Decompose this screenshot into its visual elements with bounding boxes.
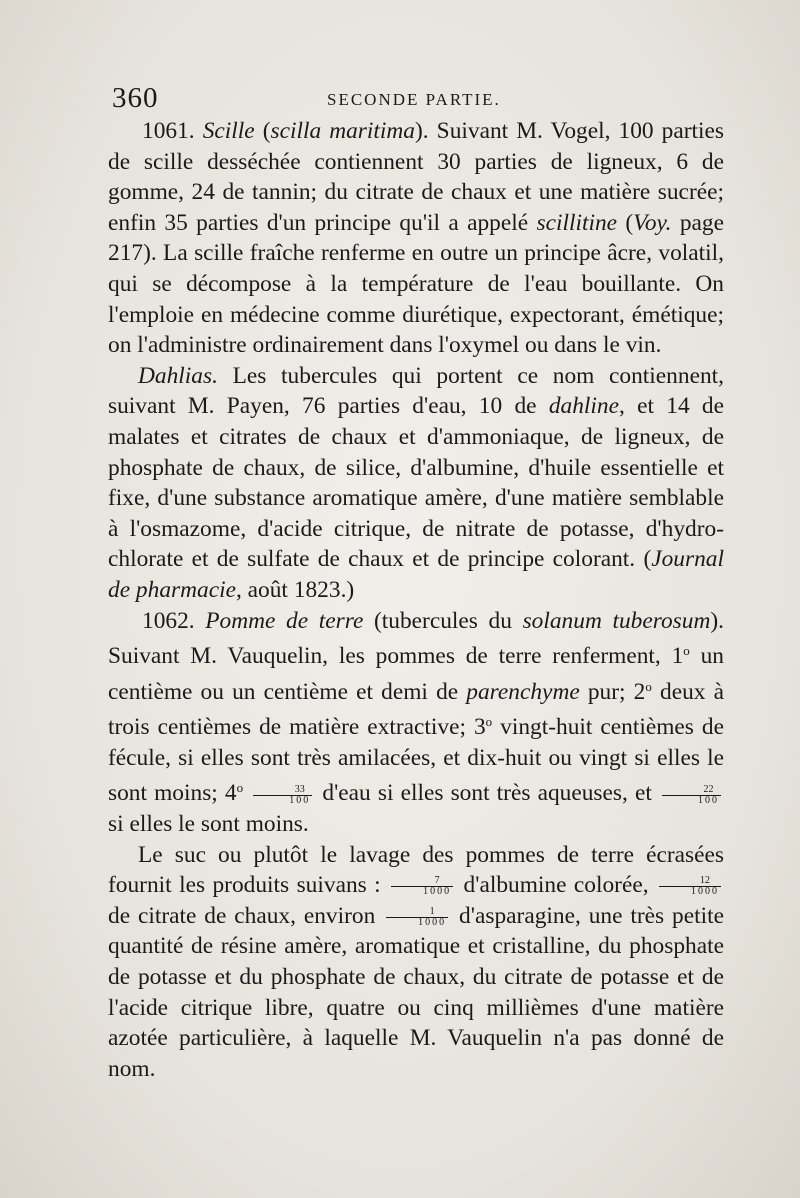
text-run: ( (617, 209, 634, 236)
term: scillitine (536, 209, 618, 236)
text-run: vingt-huit centièmes de fécule, si elles sont très amilacées, et dix-huit ou vingt si elles le sont moins; 4 (108, 714, 724, 807)
section-number: 1061. (142, 118, 203, 144)
text-run: si elles le sont moins. (108, 811, 309, 838)
fraction (662, 785, 721, 806)
ordinal-mark: o (683, 643, 690, 659)
paragraph-suc (108, 840, 724, 1085)
text-run: , et 14 de malates et citrates de chaux et d'ammoniaque, de ligneux, de phosphate de chaux, de silice, d'albumine, d'huile essentielle et fixe, d'une substance aromatique amère, d'une matière semblable à l'osmazome, d'acide citrique, de nitrate de potasse, d'hydro-chlorate et de sulfate de chaux et de principe colorant. ( (108, 393, 724, 573)
paragraph-dahlias (108, 361, 724, 606)
fraction-numerator: 1 (386, 907, 448, 918)
body-text (108, 116, 724, 1084)
text-run: Les tubercules qui portent ce nom contiennent, suivant M. Payen, 76 parties d'eau, 10 de (108, 362, 724, 420)
text-run (243, 780, 250, 806)
text-run: ). Suivant M. Vauquelin, les pommes de terre renferment, 1 (108, 607, 724, 670)
fraction-denominator: 1000 (418, 916, 447, 928)
fraction-denominator: 100 (289, 794, 311, 806)
fraction-numerator: 7 (391, 876, 453, 887)
fraction-numerator: 12 (659, 876, 721, 887)
paragraph-scille (108, 116, 724, 361)
reference: Voy. (633, 209, 672, 236)
text-run: pur; 2 (579, 678, 646, 705)
fraction (659, 876, 721, 897)
page-header (112, 82, 724, 118)
fraction-denominator: 1000 (423, 886, 452, 898)
term: Scille (202, 118, 255, 144)
term: solanum tuberosum (522, 607, 711, 634)
text-run: (tubercules du (363, 607, 523, 634)
section-number: 1062. (142, 607, 206, 634)
text-run: de citrate de chaux, environ (108, 902, 384, 929)
term: Pomme de terre (205, 607, 364, 634)
citation: Journal de pharmacie (108, 546, 724, 603)
term: parenchyme (466, 678, 580, 705)
page-number: 360 (112, 82, 159, 114)
text-run: deux à trois centièmes de matière extractive; 3 (108, 678, 724, 741)
fraction (253, 785, 312, 806)
fraction-numerator: 33 (253, 785, 312, 796)
text-run: ). Suivant M. Vogel, 100 parties de scille desséchée contiennent 30 parties de ligneux, 6 de gomme, 24 de tannin; du citrate de chaux et une matière sucrée; enfin 35 parties d'un principe qu'il a appelé (108, 118, 724, 236)
text-run: d'albumine colorée, (456, 872, 656, 899)
fraction-numerator: 22 (662, 785, 721, 796)
text-run: d'asparagine, une très petite quantité de résine amère, aromatique et cristalline, du phosphate de potasse et du phosphate de chaux, du citrate de potasse et de l'acide citrique libre, quatre ou cinq millièmes d'une matière azotée particulière, à laquelle M. Vauquelin n'a pas donné de nom. (108, 902, 724, 1082)
running-head: SECONDE PARTIE. (327, 90, 501, 109)
fraction (386, 907, 448, 928)
text-run: , août 1823.) (235, 576, 355, 603)
term: dahline (548, 393, 619, 420)
text-run: Le suc ou plutôt le lavage des pommes de terre écrasées fournit les produits suivans : (108, 841, 724, 899)
fraction-denominator: 100 (698, 794, 719, 806)
text-run: un centième ou un centième et demi de (108, 643, 724, 705)
ordinal-mark: o (236, 780, 244, 796)
text-run: page 217). La scille fraîche renferme en outre un principe âcre, volatil, qui se décompose à la température de l'eau bouillante. On l'emploie en médecine comme diurétique, expectorant, émétique; on l'administre ordinairement dans l'oxymel ou dans le vin. (108, 209, 724, 359)
text-run: ( (254, 118, 271, 144)
term: Dahlias. (138, 362, 218, 389)
text-run: d'eau si elles sont très aqueuses, et (315, 780, 659, 807)
fraction (391, 876, 453, 897)
ordinal-mark: o (645, 678, 652, 694)
paragraph-pomme-de-terre (108, 606, 724, 840)
fraction-denominator: 1000 (691, 886, 719, 898)
ordinal-mark: o (485, 714, 493, 730)
term: scilla maritima (270, 118, 415, 144)
